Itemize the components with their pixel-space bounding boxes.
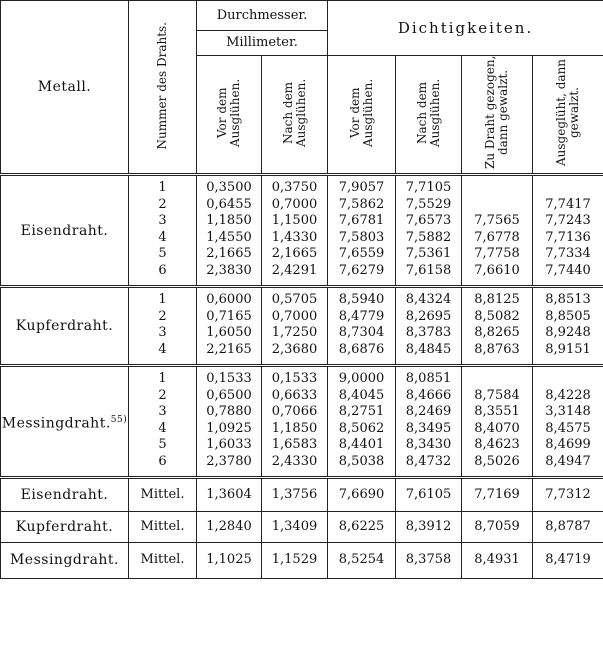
table-cell: 8,2469 bbox=[396, 405, 461, 422]
header-wire-number-label: Nummer des Drahts. bbox=[156, 22, 169, 149]
header-diam-after-label: Nach dem Ausglühen. bbox=[282, 54, 308, 171]
table-cell: 0,5705 bbox=[262, 293, 327, 310]
table-cell: 6 bbox=[129, 264, 196, 281]
table-cell: 7,5361 bbox=[396, 247, 461, 264]
mean-value: 1,2840 bbox=[197, 512, 262, 542]
group-dens-annealed bbox=[533, 175, 603, 287]
table-cell: 8,7304 bbox=[328, 326, 395, 343]
table-cell: 2,3780 bbox=[197, 455, 261, 472]
table-cell: 8,9151 bbox=[533, 343, 603, 360]
table-cell: 7,7243 bbox=[533, 214, 603, 231]
table-cell: 8,3430 bbox=[396, 438, 461, 455]
mean-name: Messingdraht. bbox=[1, 542, 129, 578]
table-cell: 0,6455 bbox=[197, 198, 261, 215]
header-dens-before bbox=[328, 56, 396, 175]
table-cell: 5 bbox=[129, 247, 196, 264]
table-cell: 8,4228 bbox=[533, 389, 603, 406]
table-cell: 7,7440 bbox=[533, 264, 603, 281]
mean-name: Eisendraht. bbox=[1, 478, 129, 512]
header-dens-after bbox=[396, 56, 462, 175]
table-cell: 2 bbox=[129, 389, 196, 406]
table-cell bbox=[533, 181, 603, 198]
mean-value: 1,3604 bbox=[197, 478, 262, 512]
table-cell: 1,0925 bbox=[197, 422, 261, 439]
group-iron bbox=[1, 175, 603, 287]
table-cell: 9,0000 bbox=[328, 372, 395, 389]
table-cell: 1 bbox=[129, 372, 196, 389]
table-cell bbox=[462, 181, 532, 198]
table-cell: 8,8763 bbox=[462, 343, 532, 360]
table-cell bbox=[533, 372, 603, 389]
table-cell: 8,3551 bbox=[462, 405, 532, 422]
table-cell: 7,6559 bbox=[328, 247, 395, 264]
mean-value: 8,5254 bbox=[328, 542, 396, 578]
table-cell: 8,8125 bbox=[462, 293, 532, 310]
mean-value: 7,6105 bbox=[396, 478, 462, 512]
table-cell: 8,5038 bbox=[328, 455, 395, 472]
footnote-ref: 55) bbox=[111, 415, 127, 425]
table-cell: 8,8505 bbox=[533, 310, 603, 327]
table-cell: 0,7880 bbox=[197, 405, 261, 422]
table-cell: 3,3148 bbox=[533, 405, 603, 422]
table-cell: 8,2695 bbox=[396, 310, 461, 327]
group-nums bbox=[129, 366, 197, 478]
table-cell: 2 bbox=[129, 198, 196, 215]
table-cell: 4 bbox=[129, 422, 196, 439]
table-cell: 8,4401 bbox=[328, 438, 395, 455]
table-cell: 8,8265 bbox=[462, 326, 532, 343]
group-name: Eisendraht. bbox=[1, 175, 129, 287]
table-cell bbox=[462, 198, 532, 215]
table-cell: 8,8513 bbox=[533, 293, 603, 310]
table-cell: 8,3783 bbox=[396, 326, 461, 343]
table-cell: 8,4666 bbox=[396, 389, 461, 406]
table-cell: 1,4550 bbox=[197, 231, 261, 248]
mean-value: 8,7059 bbox=[462, 512, 533, 542]
header-diam-before-label: Vor dem Ausglühen. bbox=[216, 54, 242, 171]
mean-value: 1,3409 bbox=[262, 512, 328, 542]
table-cell: 0,3500 bbox=[197, 181, 261, 198]
table-cell: 7,6573 bbox=[396, 214, 461, 231]
mean-value: 8,4719 bbox=[533, 542, 603, 578]
table-cell: 7,7136 bbox=[533, 231, 603, 248]
header-diam-after bbox=[262, 56, 328, 175]
group-diam-after bbox=[262, 287, 328, 366]
group-diam-before bbox=[197, 175, 262, 287]
mean-value: 1,1529 bbox=[262, 542, 328, 578]
group-diam-after bbox=[262, 175, 328, 287]
table-cell: 1,6583 bbox=[262, 438, 327, 455]
table-cell: 0,7000 bbox=[262, 198, 327, 215]
table-cell: 7,7758 bbox=[462, 247, 532, 264]
table-cell: 8,4732 bbox=[396, 455, 461, 472]
mean-label: Mittel. bbox=[129, 542, 197, 578]
table-cell: 3 bbox=[129, 214, 196, 231]
table-cell: 4 bbox=[129, 231, 196, 248]
table-cell: 8,4845 bbox=[396, 343, 461, 360]
table-cell: 5 bbox=[129, 438, 196, 455]
table-cell: 3 bbox=[129, 405, 196, 422]
group-dens-after bbox=[396, 366, 462, 478]
mean-value: 1,3756 bbox=[262, 478, 328, 512]
table-cell: 7,5529 bbox=[396, 198, 461, 215]
table-cell: 8,4045 bbox=[328, 389, 395, 406]
table-cell: 7,7417 bbox=[533, 198, 603, 215]
group-name: Kupferdraht. bbox=[1, 287, 129, 366]
group-dens-after bbox=[396, 175, 462, 287]
mean-value: 1,1025 bbox=[197, 542, 262, 578]
mean-label: Mittel. bbox=[129, 478, 197, 512]
table-cell: 1,7250 bbox=[262, 326, 327, 343]
table-cell: 7,5882 bbox=[396, 231, 461, 248]
table-cell bbox=[462, 372, 532, 389]
header-metal: Metall. bbox=[1, 1, 129, 175]
header-density: Dichtigkeiten. bbox=[328, 1, 603, 56]
header-dens-drawn bbox=[462, 56, 533, 175]
table-cell: 2,4330 bbox=[262, 455, 327, 472]
table-cell: 7,7105 bbox=[396, 181, 461, 198]
header-diam-before bbox=[197, 56, 262, 175]
table-cell: 8,7584 bbox=[462, 389, 532, 406]
table-cell: 0,7165 bbox=[197, 310, 261, 327]
mean-row bbox=[1, 512, 603, 542]
table-cell: 8,3495 bbox=[396, 422, 461, 439]
header-millimeter: Millimeter. bbox=[197, 31, 328, 56]
group-dens-drawn bbox=[462, 287, 533, 366]
table-cell: 7,6781 bbox=[328, 214, 395, 231]
table-cell: 8,4947 bbox=[533, 455, 603, 472]
mean-value: 8,4931 bbox=[462, 542, 533, 578]
table-cell: 0,7066 bbox=[262, 405, 327, 422]
table-cell: 8,9248 bbox=[533, 326, 603, 343]
header-dens-annealed-label: Ausgeglüht, dann gewalzt. bbox=[555, 54, 581, 171]
table-cell: 7,5803 bbox=[328, 231, 395, 248]
table-cell: 2,4291 bbox=[262, 264, 327, 281]
table-cell: 8,0851 bbox=[396, 372, 461, 389]
mean-value: 8,3758 bbox=[396, 542, 462, 578]
group-diam-before bbox=[197, 287, 262, 366]
table-cell: 8,4575 bbox=[533, 422, 603, 439]
mean-row bbox=[1, 478, 603, 512]
table-cell: 6 bbox=[129, 455, 196, 472]
table-cell: 0,3750 bbox=[262, 181, 327, 198]
mean-value: 8,6225 bbox=[328, 512, 396, 542]
table-cell: 8,5062 bbox=[328, 422, 395, 439]
table-cell: 1 bbox=[129, 293, 196, 310]
group-diam-after bbox=[262, 366, 328, 478]
table-cell: 8,5940 bbox=[328, 293, 395, 310]
table-cell: 1,1500 bbox=[262, 214, 327, 231]
table-cell: 8,5082 bbox=[462, 310, 532, 327]
group-name: Messingdraht. bbox=[2, 415, 111, 431]
table-cell: 2,2165 bbox=[197, 343, 261, 360]
table-cell: 7,6279 bbox=[328, 264, 395, 281]
table-cell: 7,7334 bbox=[533, 247, 603, 264]
table-cell: 7,6778 bbox=[462, 231, 532, 248]
group-brass bbox=[1, 366, 603, 478]
table-cell: 1,6050 bbox=[197, 326, 261, 343]
mean-value: 8,8787 bbox=[533, 512, 603, 542]
table-cell: 1,1850 bbox=[262, 422, 327, 439]
table-cell: 2,1665 bbox=[197, 247, 261, 264]
group-nums bbox=[129, 287, 197, 366]
table-cell: 1,6033 bbox=[197, 438, 261, 455]
table-cell: 1,1850 bbox=[197, 214, 261, 231]
table-cell: 0,6633 bbox=[262, 389, 327, 406]
group-dens-before bbox=[328, 287, 396, 366]
table-cell: 8,2751 bbox=[328, 405, 395, 422]
table-cell: 7,6158 bbox=[396, 264, 461, 281]
mean-label: Mittel. bbox=[129, 512, 197, 542]
table-cell: 2,3830 bbox=[197, 264, 261, 281]
table-cell: 0,6000 bbox=[197, 293, 261, 310]
group-dens-after bbox=[396, 287, 462, 366]
table-cell: 0,6500 bbox=[197, 389, 261, 406]
table-cell: 7,7565 bbox=[462, 214, 532, 231]
table-cell: 7,6610 bbox=[462, 264, 532, 281]
mean-value: 7,7312 bbox=[533, 478, 603, 512]
table-cell: 4 bbox=[129, 343, 196, 360]
mean-value: 8,3912 bbox=[396, 512, 462, 542]
header-diameter: Durchmesser. bbox=[197, 1, 328, 31]
table-cell: 8,4699 bbox=[533, 438, 603, 455]
mean-value: 7,7169 bbox=[462, 478, 533, 512]
table-cell: 7,9057 bbox=[328, 181, 395, 198]
header-dens-after-label: Nach dem Ausglühen. bbox=[416, 54, 442, 171]
table-cell: 7,5862 bbox=[328, 198, 395, 215]
group-dens-drawn bbox=[462, 175, 533, 287]
group-name-cell bbox=[1, 366, 129, 478]
header-dens-before-label: Vor dem Ausglühen. bbox=[349, 54, 375, 171]
header-dens-annealed bbox=[533, 56, 603, 175]
group-dens-before bbox=[328, 175, 396, 287]
table-cell: 2,1665 bbox=[262, 247, 327, 264]
table-cell: 0,7000 bbox=[262, 310, 327, 327]
group-dens-before bbox=[328, 366, 396, 478]
header-dens-drawn-label: Zu Draht gezogen, dann gewalzt. bbox=[484, 54, 510, 171]
table-cell: 8,4070 bbox=[462, 422, 532, 439]
mean-name: Kupferdraht. bbox=[1, 512, 129, 542]
group-dens-annealed bbox=[533, 287, 603, 366]
header-wire-number bbox=[129, 1, 197, 175]
group-diam-before bbox=[197, 366, 262, 478]
group-dens-drawn bbox=[462, 366, 533, 478]
group-copper bbox=[1, 287, 603, 366]
table-cell: 0,1533 bbox=[262, 372, 327, 389]
table-cell: 8,4623 bbox=[462, 438, 532, 455]
table-cell: 8,6876 bbox=[328, 343, 395, 360]
table-cell: 2,3680 bbox=[262, 343, 327, 360]
table-cell: 2 bbox=[129, 310, 196, 327]
table-cell: 3 bbox=[129, 326, 196, 343]
mean-row bbox=[1, 542, 603, 578]
table-cell: 0,1533 bbox=[197, 372, 261, 389]
table-cell: 1,4330 bbox=[262, 231, 327, 248]
mean-value: 7,6690 bbox=[328, 478, 396, 512]
table-cell: 8,4779 bbox=[328, 310, 395, 327]
group-dens-annealed bbox=[533, 366, 603, 478]
group-nums bbox=[129, 175, 197, 287]
table-cell: 8,5026 bbox=[462, 455, 532, 472]
table-cell: 8,4324 bbox=[396, 293, 461, 310]
table-cell: 1 bbox=[129, 181, 196, 198]
